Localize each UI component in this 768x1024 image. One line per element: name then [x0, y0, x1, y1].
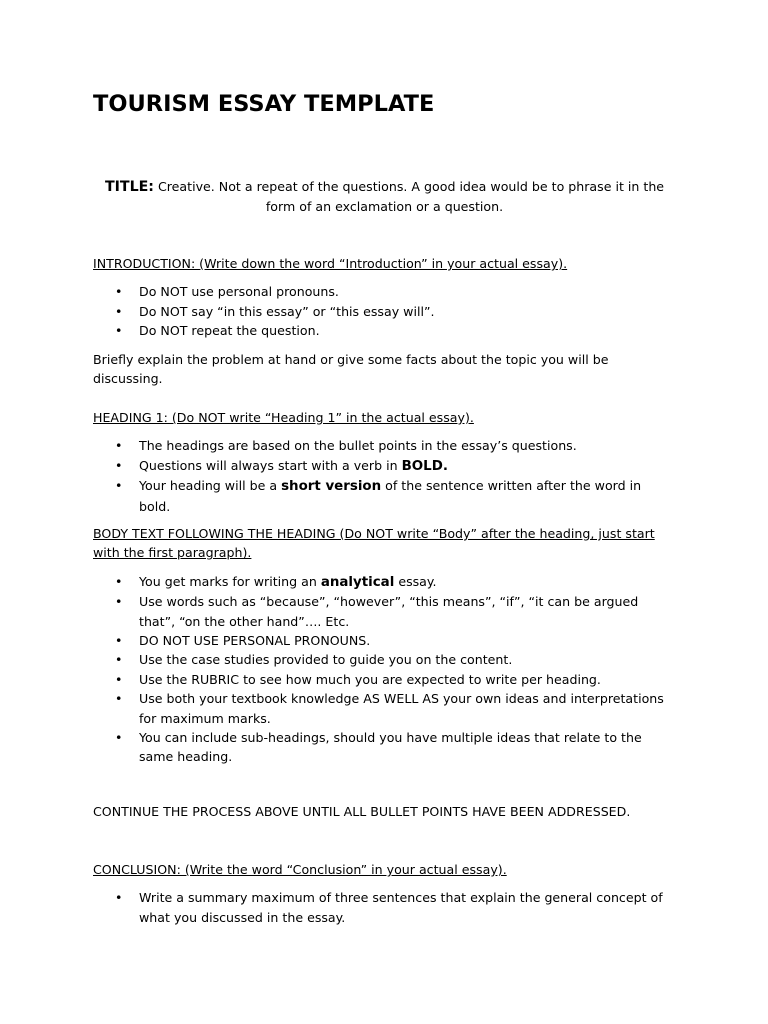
list-item [93, 572, 676, 592]
list-item: • Do NOT repeat the question. [93, 321, 676, 340]
list-item: • You can include sub-headings, should you have multiple ideas that relate to the same heading. [93, 728, 676, 767]
bullet-text: of the sentence written after the word in bold. [139, 478, 642, 514]
list-item: • Do NOT say “in this essay” or “this essay will”. [93, 302, 676, 321]
bold-text: analytical [320, 574, 395, 590]
title-label: TITLE: [104, 179, 154, 195]
body-bullet-list [93, 572, 676, 767]
heading1-bullet-list [93, 436, 676, 516]
bullet-text: essay. [394, 573, 437, 589]
list-item: • The headings are based on the bullet points in the essay’s questions. [93, 436, 676, 455]
title-instructions [93, 177, 676, 217]
continue-instruction: CONTINUE THE PROCESS ABOVE UNTIL ALL BULLET POINTS HAVE BEEN ADDRESSED. [93, 804, 631, 819]
heading1-section [93, 408, 676, 516]
introduction-bullet-list [93, 282, 676, 340]
conclusion-section [93, 860, 676, 927]
list-item: • Write a summary maximum of three sentences that explain the general concept of what you discussed in the essay. [93, 888, 676, 927]
list-item [93, 476, 676, 516]
conclusion-bullet-list [93, 888, 676, 927]
bold-text: BOLD. [401, 458, 448, 474]
bullet-text: You get marks for writing an [139, 573, 321, 589]
list-item: • Do NOT use personal pronouns. [93, 282, 676, 301]
list-item [93, 456, 676, 476]
heading1-heading: HEADING 1: (Do NOT write “Heading 1” in the actual essay). [93, 410, 474, 425]
title-instructions-text: Creative. Not a repeat of the questions. A good idea would be to phrase it in the form of an exclamation or a question. [153, 179, 665, 215]
bullet-text: Your heading will be a [139, 478, 282, 494]
list-item: • Use the case studies provided to guide you on the content. [93, 650, 676, 669]
conclusion-heading: CONCLUSION: (Write the word “Conclusion” in your actual essay). [93, 862, 507, 877]
list-item: • Use the RUBRIC to see how much you are expected to write per heading. [93, 670, 676, 689]
document-title: TOURISM ESSAY TEMPLATE [93, 91, 435, 117]
introduction-heading: INTRODUCTION: (Write down the word “Introduction” in your actual essay). [93, 256, 568, 271]
list-item: • DO NOT USE PERSONAL PRONOUNS. [93, 631, 676, 650]
list-item: • Use words such as “because”, “however”, “this means”, “if”, “it can be argued that”, “on the other hand”…. Etc. [93, 592, 676, 631]
introduction-paragraph: Briefly explain the problem at hand or give some facts about the topic you will be discussing. [93, 351, 609, 387]
bold-text: short version [281, 479, 382, 495]
body-heading: BODY TEXT FOLLOWING THE HEADING (Do NOT write “Body” after the heading, just start with the first paragraph). [93, 526, 655, 561]
bullet-text: Questions will always start with a verb in [139, 457, 402, 473]
introduction-section [93, 254, 676, 388]
list-item: • Use both your textbook knowledge AS WELL AS your own ideas and interpretations for maximum marks. [93, 689, 676, 728]
body-section [93, 524, 676, 767]
